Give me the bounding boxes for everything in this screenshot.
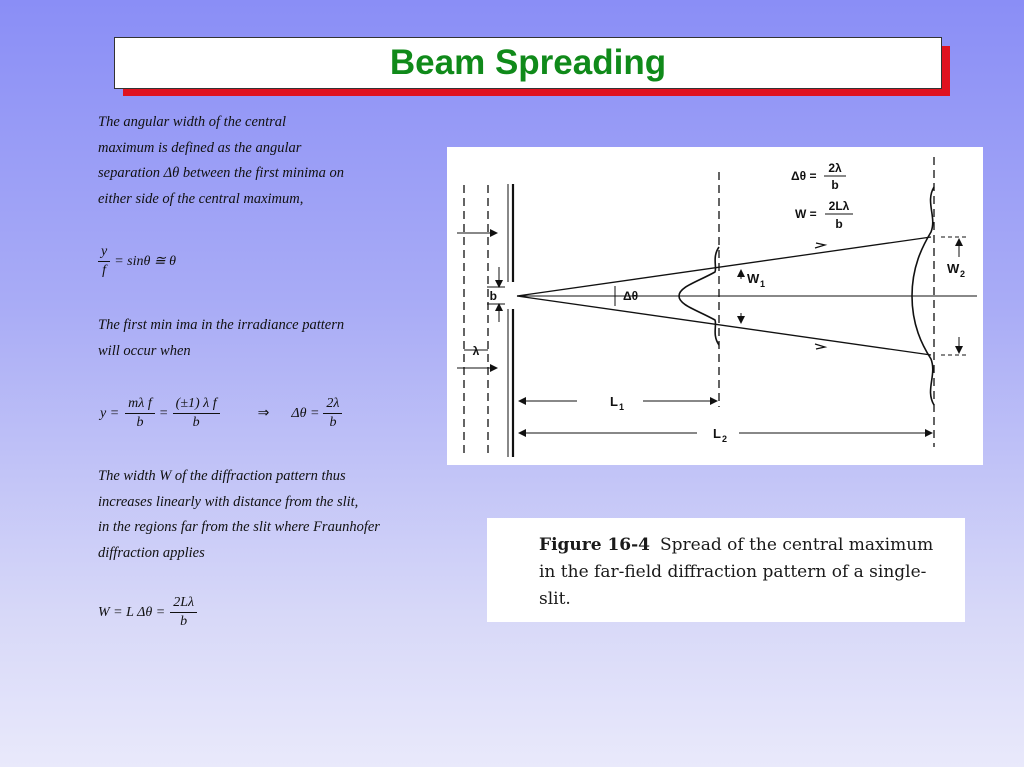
title-box xyxy=(114,37,942,89)
delta-theta-label: Δθ xyxy=(623,289,639,303)
figure-caption xyxy=(539,532,959,613)
width-paragraph xyxy=(98,464,380,567)
text-line: The angular width of the central xyxy=(98,114,287,130)
implies-symbol: ⇒ xyxy=(257,406,270,421)
svg-text:2Lλ: 2Lλ xyxy=(828,199,850,213)
svg-text:1: 1 xyxy=(760,279,766,289)
intro-paragraph xyxy=(98,110,344,213)
svg-text:2λ: 2λ xyxy=(828,161,842,175)
svg-text:b: b xyxy=(835,217,843,231)
equation-small-angle xyxy=(98,244,176,279)
text-line: separation Δθ between the first minima on xyxy=(98,165,345,182)
text-line: The width W of the diffraction pattern thus xyxy=(98,468,346,484)
text-line: in the regions far from the slit where Fraunhofer xyxy=(98,519,380,536)
l2-label: L xyxy=(713,426,721,441)
fraction-pm1-lambda-f: $\frac{\text{(±1) λ f}}{b}$ xyxy=(173,396,220,431)
caption-line: in the far-field diffraction pattern of a single- xyxy=(539,562,927,582)
equation-width xyxy=(98,595,197,630)
equation-lhs: y = xyxy=(100,405,120,421)
delta-theta-lhs: Δθ = xyxy=(291,405,320,421)
svg-text:2: 2 xyxy=(722,434,728,444)
w1-label: W xyxy=(747,271,760,286)
text-line: either side of the central maximum, xyxy=(98,191,304,208)
formula-w-lhs: W = xyxy=(795,207,817,221)
text-line: maximum is defined as the angular xyxy=(98,139,302,156)
equals-sign: = xyxy=(159,405,168,421)
text-line: diffraction applies xyxy=(98,545,205,562)
lambda-label: λ xyxy=(472,344,480,358)
figure-caption-panel xyxy=(487,518,965,622)
minima-paragraph xyxy=(98,313,344,364)
svg-text:b: b xyxy=(831,178,839,192)
equation-rhs: = sinθ ≅ θ xyxy=(114,254,176,269)
fraction-2lambda-b: $\frac{2\lambda}{b}$ xyxy=(323,396,342,431)
caption-line: Spread of the central maximum xyxy=(660,535,934,555)
beam-edge-lower xyxy=(517,296,931,355)
text-line: will occur when xyxy=(98,342,191,359)
text-line: increases linearly with distance from the slit, xyxy=(98,493,359,510)
fraction-y-over-f: $\frac{y}{f}$ xyxy=(98,244,110,279)
equation-lhs: W = L Δθ = xyxy=(98,604,166,620)
beam-edge-upper xyxy=(517,237,931,296)
equation-minima xyxy=(100,396,342,431)
text-line: The first min ima in the irradiance pattern xyxy=(98,317,345,333)
w2-label: W xyxy=(947,261,960,276)
svg-text:2: 2 xyxy=(960,269,966,279)
slide-title: Beam Spreading xyxy=(389,43,667,82)
diffraction-diagram xyxy=(447,147,983,465)
caption-line: slit. xyxy=(539,589,571,609)
svg-text:1: 1 xyxy=(619,402,625,412)
slit-width-label: b xyxy=(489,289,497,303)
figure-number: Figure 16-4 xyxy=(539,535,651,555)
diffraction-figure xyxy=(447,147,983,465)
formula-dtheta-lhs: Δθ = xyxy=(791,169,817,183)
fraction-m-lambda-f: $\frac{\text{mλ f}}{b}$ xyxy=(125,396,155,431)
fraction-2L-lambda: $\frac{2L\lambda}{b}$ xyxy=(170,595,197,630)
l1-label: L xyxy=(610,394,618,409)
